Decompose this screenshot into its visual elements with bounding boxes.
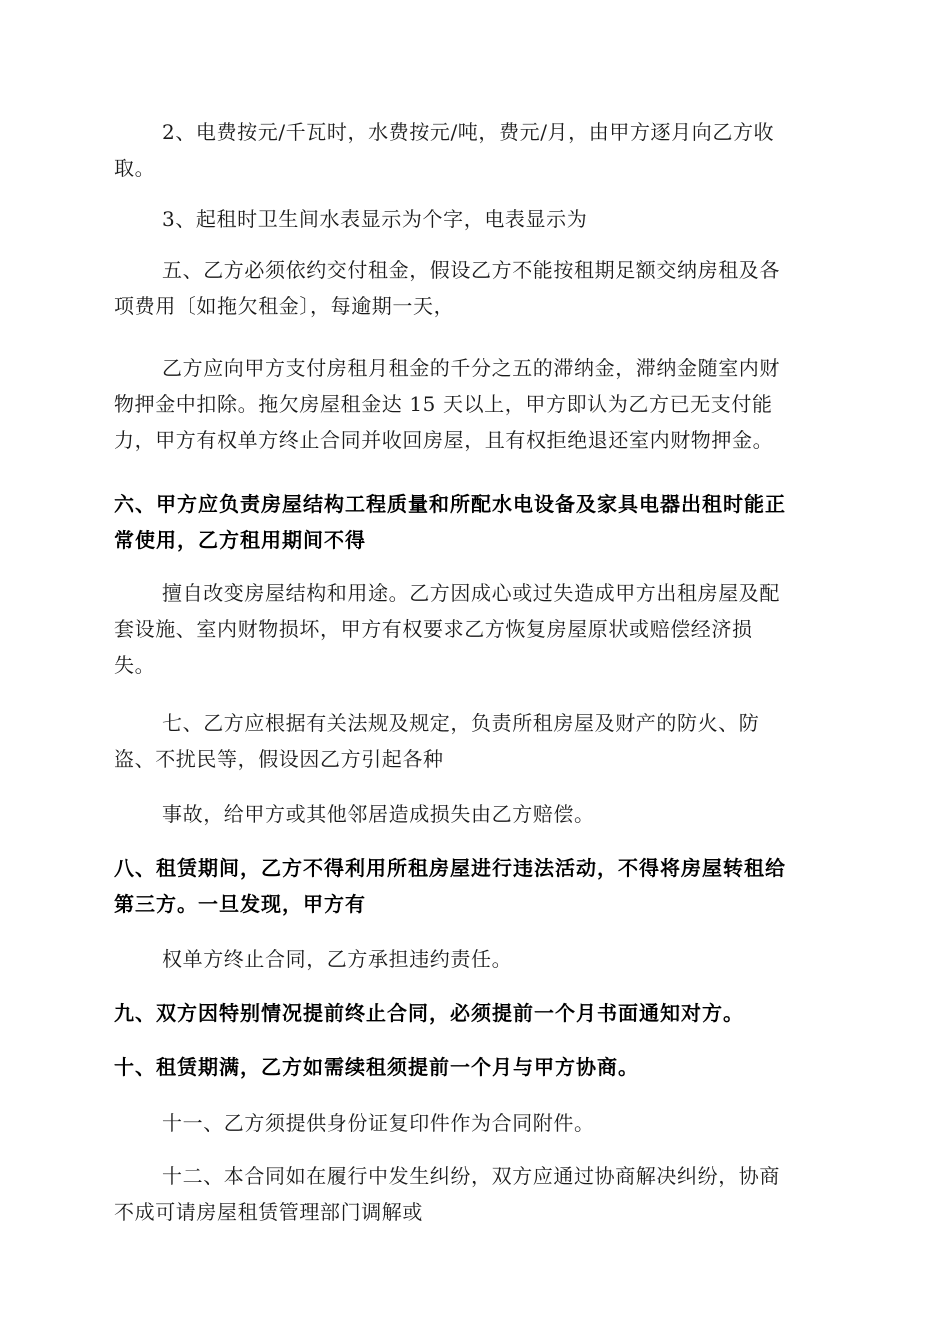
clause-7-accident-liability xyxy=(114,796,836,832)
text-line: 六、甲方应负责房屋结构工程质量和所配水电设备及家具电器出租时能正 xyxy=(114,492,786,516)
text-line: 常使用，乙方租用期间不得 xyxy=(114,528,366,552)
text-line: 擅自改变房屋结构和用途。乙方因成心或过失造成甲方出租房屋及配 xyxy=(162,581,780,605)
clause-5-rent-payment xyxy=(114,252,836,324)
clause-meter-reading xyxy=(114,201,836,237)
text-line: 权单方终止合同，乙方承担违约责任。 xyxy=(162,947,513,971)
text-line: 3、起租时卫生间水表显示为个字，电表显示为 xyxy=(162,207,588,231)
text-line: 十一、乙方须提供身份证复印件作为合同附件。 xyxy=(162,1111,595,1135)
text-line: 第三方。一旦发现，甲方有 xyxy=(114,892,366,916)
clause-8-termination xyxy=(114,941,836,977)
text-line: 2、电费按元/千瓦时，水费按元/吨，费元/月，由甲方逐月向乙方收 xyxy=(162,120,775,144)
clause-9-early-termination xyxy=(114,995,836,1031)
clause-10-renewal xyxy=(114,1049,836,1085)
clause-8-no-illegal-use xyxy=(114,850,836,922)
clause-11-id-copy xyxy=(114,1105,836,1141)
clause-6-landlord-duties xyxy=(114,486,836,558)
text-line: 取。 xyxy=(114,156,156,180)
text-line: 九、双方因特别情况提前终止合同，必须提前一个月书面通知对方。 xyxy=(114,1001,744,1025)
text-line: 项费用〔如拖欠租金〕，每逾期一天， xyxy=(114,294,455,318)
text-line: 事故，给甲方或其他邻居造成损失由乙方赔偿。 xyxy=(162,802,595,826)
text-line: 力，甲方有权单方终止合同并收回房屋，且有权拒绝退还室内财物押金。 xyxy=(114,428,774,452)
text-line: 八、租赁期间，乙方不得利用所租房屋进行违法活动，不得将房屋转租给 xyxy=(114,856,786,880)
clause-6-no-alteration xyxy=(114,575,836,683)
text-line: 乙方应向甲方支付房租月租金的千分之五的滞纳金，滞纳金随室内财 xyxy=(162,356,780,380)
text-line: 七、乙方应根据有关法规及规定，负责所租房屋及财产的防火、防 xyxy=(162,711,760,735)
text-line: 失。 xyxy=(114,653,156,677)
clause-7-safety xyxy=(114,705,836,777)
clause-12-disputes xyxy=(114,1158,836,1230)
text-line: 套设施、室内财物损坏，甲方有权要求乙方恢复房屋原状或赔偿经济损 xyxy=(114,617,753,641)
text-line: 物押金中扣除。拖欠房屋租金达 15 天以上，甲方即认为乙方已无支付能 xyxy=(114,392,773,416)
text-line: 十、租赁期满，乙方如需续租须提前一个月与甲方协商。 xyxy=(114,1055,639,1079)
text-line: 盗、不扰民等，假设因乙方引起各种 xyxy=(114,747,444,771)
text-line: 五、乙方必须依约交付租金，假设乙方不能按租期足额交纳房租及各 xyxy=(162,258,780,282)
text-line: 十二、本合同如在履行中发生纠纷，双方应通过协商解决纠纷，协商 xyxy=(162,1164,780,1188)
clause-5-late-fee xyxy=(114,350,836,458)
clause-utilities-fees xyxy=(114,114,836,186)
text-line: 不成可请房屋租赁管理部门调解或 xyxy=(114,1200,423,1224)
